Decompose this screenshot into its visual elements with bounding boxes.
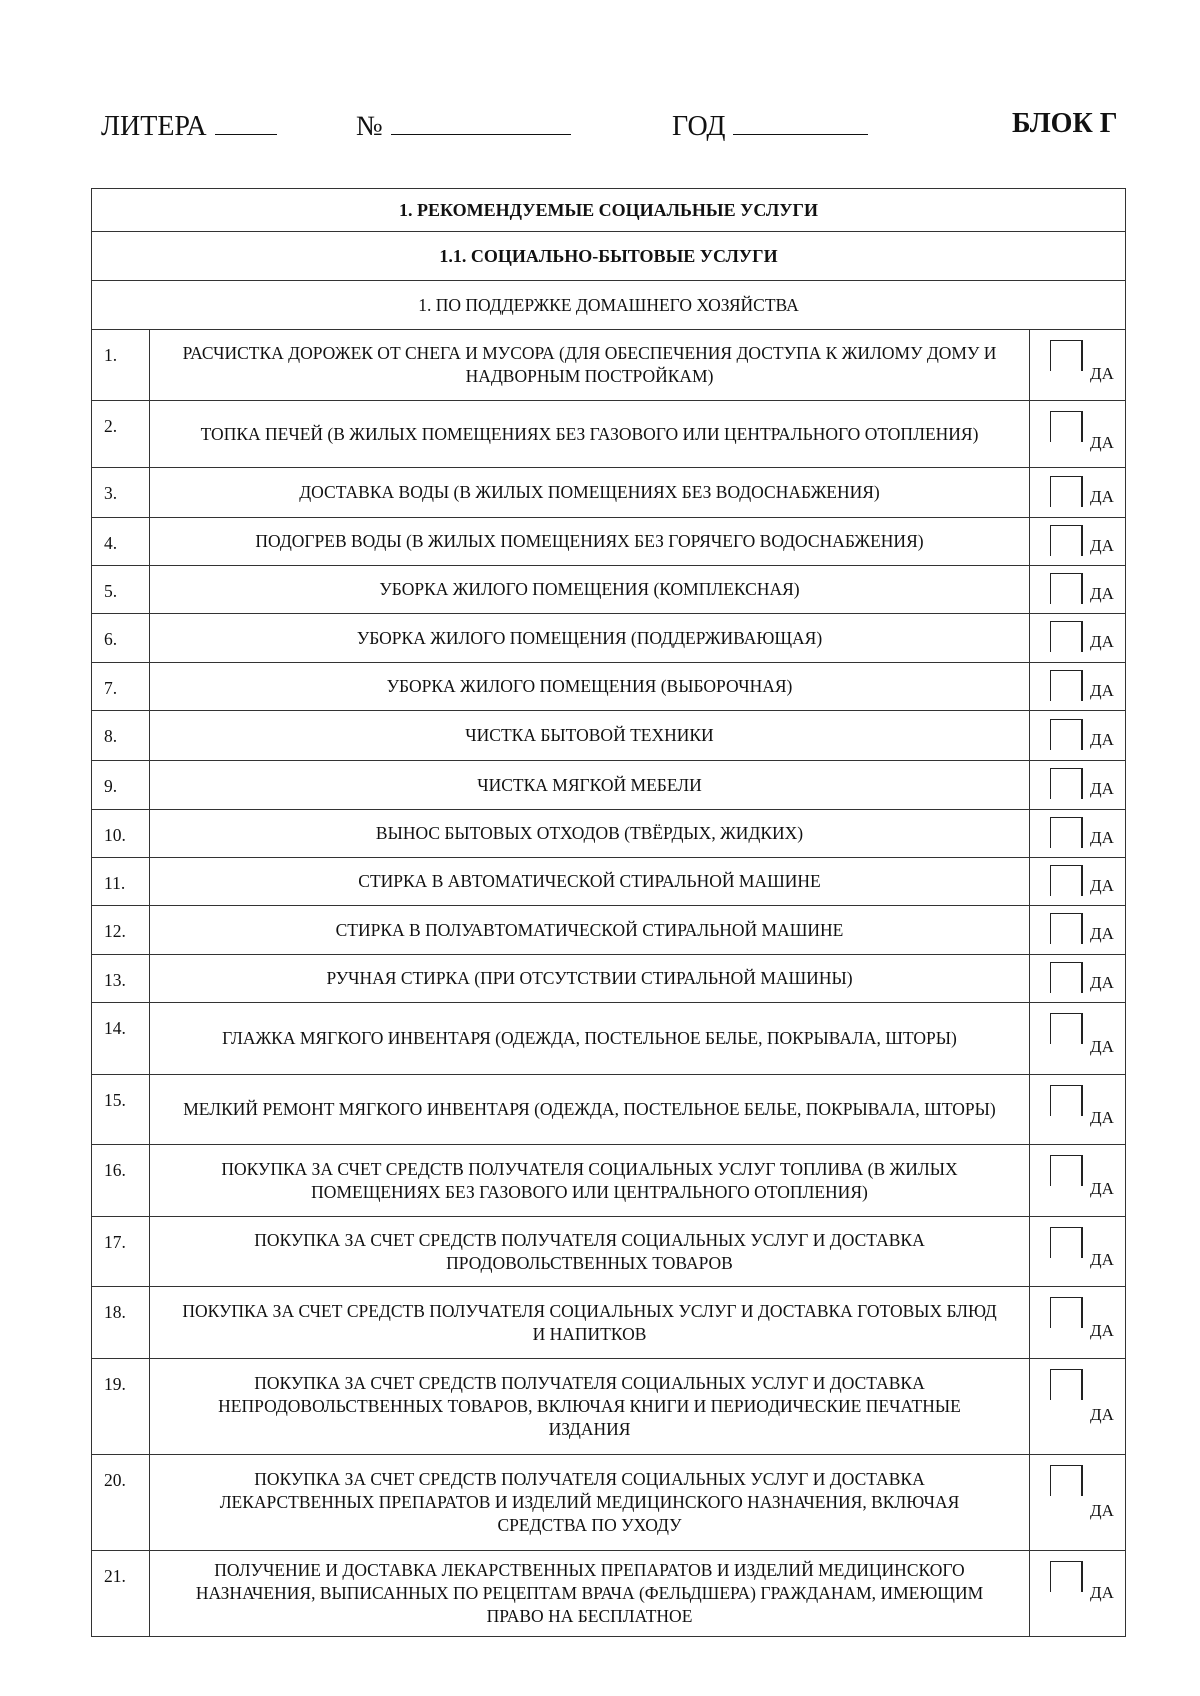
table-row: [92, 955, 1126, 1003]
yes-checkbox[interactable]: [1050, 476, 1083, 507]
yes-checkbox-cell: [1030, 330, 1126, 401]
yes-checkbox[interactable]: [1050, 817, 1083, 848]
row-number: 15.: [92, 1075, 150, 1145]
row-number: 13.: [92, 955, 150, 1003]
yes-label: ДА: [1090, 827, 1114, 847]
row-number: 11.: [92, 858, 150, 906]
yes-label: ДА: [1090, 1501, 1114, 1520]
table-row: [92, 761, 1126, 810]
table-row: [92, 906, 1126, 955]
yes-label: ДА: [1090, 433, 1114, 452]
yes-label: ДА: [1090, 1583, 1114, 1602]
number-field: [356, 108, 571, 143]
yes-checkbox[interactable]: [1050, 913, 1083, 944]
table-row: [92, 1455, 1126, 1551]
service-description: УБОРКА ЖИЛОГО ПОМЕЩЕНИЯ (ПОДДЕРЖИВАЮЩАЯ): [150, 614, 1030, 663]
yes-checkbox[interactable]: [1050, 962, 1083, 993]
table-row: [92, 401, 1126, 468]
yes-label: ДА: [1090, 680, 1114, 700]
yes-checkbox-cell: [1030, 955, 1126, 1003]
services-table: [91, 188, 1126, 1637]
table-row: [92, 614, 1126, 663]
yes-checkbox[interactable]: [1050, 340, 1083, 371]
service-description: ПОДОГРЕВ ВОДЫ (В ЖИЛЫХ ПОМЕЩЕНИЯХ БЕЗ ГОРЯЧЕГО ВОДОСНАБЖЕНИЯ): [150, 518, 1030, 566]
yes-checkbox[interactable]: [1050, 1369, 1083, 1400]
table-row: [92, 663, 1126, 711]
service-description: РАСЧИСТКА ДОРОЖЕК ОТ СНЕГА И МУСОРА (ДЛЯ ОБЕСПЕЧЕНИЯ ДОСТУПА К ЖИЛОМУ ДОМУ И НАДВОРНЫМ ПОСТРОЙКАМ): [150, 330, 1030, 401]
row-number: 7.: [92, 663, 150, 711]
service-description: ПОКУПКА ЗА СЧЕТ СРЕДСТВ ПОЛУЧАТЕЛЯ СОЦИАЛЬНЫХ УСЛУГ ТОПЛИВА (В ЖИЛЫХ ПОМЕЩЕНИЯХ БЕЗ ГАЗОВОГО ИЛИ ЦЕНТРАЛЬНОГО ОТОПЛЕНИЯ): [150, 1145, 1030, 1217]
form-header: [0, 108, 1200, 158]
section-title: 1. РЕКОМЕНДУЕМЫЕ СОЦИАЛЬНЫЕ УСЛУГИ: [92, 189, 1126, 232]
row-number: 12.: [92, 906, 150, 955]
yes-checkbox[interactable]: [1050, 573, 1083, 604]
yes-checkbox[interactable]: [1050, 1155, 1083, 1186]
service-description: ПОКУПКА ЗА СЧЕТ СРЕДСТВ ПОЛУЧАТЕЛЯ СОЦИАЛЬНЫХ УСЛУГ И ДОСТАВКА НЕПРОДОВОЛЬСТВЕННЫХ ТОВАРОВ, ВКЛЮЧАЯ КНИГИ И ПЕРИОДИЧЕСКИЕ ПЕЧАТНЫЕ ИЗДАНИЯ: [150, 1359, 1030, 1455]
yes-checkbox[interactable]: [1050, 1227, 1083, 1258]
service-description: ГЛАЖКА МЯГКОГО ИНВЕНТАРЯ (ОДЕЖДА, ПОСТЕЛЬНОЕ БЕЛЬЕ, ПОКРЫВАЛА, ШТОРЫ): [150, 1003, 1030, 1075]
service-description: ПОКУПКА ЗА СЧЕТ СРЕДСТВ ПОЛУЧАТЕЛЯ СОЦИАЛЬНЫХ УСЛУГ И ДОСТАВКА ПРОДОВОЛЬСТВЕННЫХ ТОВАРОВ: [150, 1217, 1030, 1287]
row-number: 2.: [92, 401, 150, 468]
yes-checkbox[interactable]: [1050, 1465, 1083, 1496]
year-field: [672, 108, 868, 143]
yes-checkbox-cell: [1030, 1075, 1126, 1145]
yes-checkbox-cell: [1030, 1455, 1126, 1551]
litera-blank[interactable]: [215, 108, 277, 135]
yes-checkbox[interactable]: [1050, 768, 1083, 799]
service-description: УБОРКА ЖИЛОГО ПОМЕЩЕНИЯ (ВЫБОРОЧНАЯ): [150, 663, 1030, 711]
row-number: 1.: [92, 330, 150, 401]
yes-label: ДА: [1090, 1250, 1114, 1269]
service-description: ТОПКА ПЕЧЕЙ (В ЖИЛЫХ ПОМЕЩЕНИЯХ БЕЗ ГАЗОВОГО ИЛИ ЦЕНТРАЛЬНОГО ОТОПЛЕНИЯ): [150, 401, 1030, 468]
yes-checkbox[interactable]: [1050, 525, 1083, 556]
yes-checkbox-cell: [1030, 761, 1126, 810]
table-row: [92, 1075, 1126, 1145]
subsection-title: 1.1. СОЦИАЛЬНО-БЫТОВЫЕ УСЛУГИ: [92, 232, 1126, 281]
table-row: [92, 1145, 1126, 1217]
row-number: 3.: [92, 468, 150, 518]
table-row: [92, 858, 1126, 906]
table-row: [92, 1551, 1126, 1637]
yes-label: ДА: [1090, 779, 1114, 798]
row-number: 4.: [92, 518, 150, 566]
yes-checkbox-cell: [1030, 711, 1126, 761]
table-row: [92, 1359, 1126, 1455]
yes-checkbox-cell: [1030, 1217, 1126, 1287]
row-number: 14.: [92, 1003, 150, 1075]
table-row: [92, 810, 1126, 858]
subsection-title-row: [92, 232, 1126, 281]
row-number: 5.: [92, 566, 150, 614]
service-description: ПОЛУЧЕНИЕ И ДОСТАВКА ЛЕКАРСТВЕННЫХ ПРЕПАРАТОВ И ИЗДЕЛИЙ МЕДИЦИНСКОГО НАЗНАЧЕНИЯ, ВЫПИСАННЫХ ПО РЕЦЕПТАМ ВРАЧА (ФЕЛЬДШЕРА) ГРАЖДАНАМ, ИМЕЮЩИМ ПРАВО НА БЕСПЛАТНОЕ: [150, 1551, 1030, 1637]
yes-label: ДА: [1090, 486, 1114, 506]
litera-field: [101, 108, 277, 143]
yes-checkbox-cell: [1030, 468, 1126, 518]
yes-checkbox-cell: [1030, 518, 1126, 566]
table-row: [92, 566, 1126, 614]
service-description: ДОСТАВКА ВОДЫ (В ЖИЛЫХ ПОМЕЩЕНИЯХ БЕЗ ВОДОСНАБЖЕНИЯ): [150, 468, 1030, 518]
table-row: [92, 330, 1126, 401]
section-title-row: [92, 189, 1126, 232]
yes-checkbox[interactable]: [1050, 1561, 1083, 1592]
row-number: 20.: [92, 1455, 150, 1551]
block-label: БЛОК Г: [1012, 108, 1118, 139]
service-description: УБОРКА ЖИЛОГО ПОМЕЩЕНИЯ (КОМПЛЕКСНАЯ): [150, 566, 1030, 614]
yes-checkbox-cell: [1030, 1551, 1126, 1637]
yes-checkbox[interactable]: [1050, 411, 1083, 442]
yes-label: ДА: [1090, 535, 1114, 555]
yes-label: ДА: [1090, 1037, 1114, 1056]
yes-checkbox-cell: [1030, 566, 1126, 614]
yes-checkbox[interactable]: [1050, 1013, 1083, 1044]
table-row: [92, 1003, 1126, 1075]
yes-label: ДА: [1090, 1179, 1114, 1198]
table-row: [92, 518, 1126, 566]
table-row: [92, 468, 1126, 518]
yes-checkbox[interactable]: [1050, 1085, 1083, 1116]
number-blank[interactable]: [391, 108, 571, 135]
yes-label: ДА: [1090, 364, 1114, 383]
yes-checkbox[interactable]: [1050, 621, 1083, 652]
yes-checkbox-cell: [1030, 1359, 1126, 1455]
yes-checkbox-cell: [1030, 906, 1126, 955]
yes-checkbox-cell: [1030, 401, 1126, 468]
yes-label: ДА: [1090, 1108, 1114, 1127]
yes-checkbox-cell: [1030, 858, 1126, 906]
service-description: РУЧНАЯ СТИРКА (ПРИ ОТСУТСТВИИ СТИРАЛЬНОЙ МАШИНЫ): [150, 955, 1030, 1003]
yes-label: ДА: [1090, 632, 1114, 651]
service-description: ПОКУПКА ЗА СЧЕТ СРЕДСТВ ПОЛУЧАТЕЛЯ СОЦИАЛЬНЫХ УСЛУГ И ДОСТАВКА ЛЕКАРСТВЕННЫХ ПРЕПАРАТОВ И ИЗДЕЛИЙ МЕДИЦИНСКОГО НАЗНАЧЕНИЯ, ВКЛЮЧАЯ СРЕДСТВА ПО УХОДУ: [150, 1455, 1030, 1551]
group-title: 1. ПО ПОДДЕРЖКЕ ДОМАШНЕГО ХОЗЯЙСТВА: [92, 281, 1126, 330]
row-number: 8.: [92, 711, 150, 761]
row-number: 19.: [92, 1359, 150, 1455]
yes-label: ДА: [1090, 972, 1114, 992]
yes-label: ДА: [1090, 924, 1114, 943]
yes-label: ДА: [1090, 1405, 1114, 1424]
yes-checkbox[interactable]: [1050, 865, 1083, 896]
group-title-row: [92, 281, 1126, 330]
yes-checkbox-cell: [1030, 1003, 1126, 1075]
table-row: [92, 1287, 1126, 1359]
yes-checkbox-cell: [1030, 1287, 1126, 1359]
service-description: МЕЛКИЙ РЕМОНТ МЯГКОГО ИНВЕНТАРЯ (ОДЕЖДА, ПОСТЕЛЬНОЕ БЕЛЬЕ, ПОКРЫВАЛА, ШТОРЫ): [150, 1075, 1030, 1145]
table-row: [92, 711, 1126, 761]
yes-checkbox[interactable]: [1050, 670, 1083, 701]
year-label: ГОД: [672, 111, 726, 142]
yes-checkbox-cell: [1030, 810, 1126, 858]
service-description: ВЫНОС БЫТОВЫХ ОТХОДОВ (ТВЁРДЫХ, ЖИДКИХ): [150, 810, 1030, 858]
year-blank[interactable]: [733, 108, 868, 135]
yes-label: ДА: [1090, 583, 1114, 603]
litera-label: ЛИТЕРА: [101, 111, 207, 142]
row-number: 10.: [92, 810, 150, 858]
table-row: [92, 1217, 1126, 1287]
row-number: 17.: [92, 1217, 150, 1287]
yes-checkbox-cell: [1030, 614, 1126, 663]
service-description: ПОКУПКА ЗА СЧЕТ СРЕДСТВ ПОЛУЧАТЕЛЯ СОЦИАЛЬНЫХ УСЛУГ И ДОСТАВКА ГОТОВЫХ БЛЮД И НАПИТКОВ: [150, 1287, 1030, 1359]
yes-checkbox[interactable]: [1050, 719, 1083, 750]
row-number: 16.: [92, 1145, 150, 1217]
number-label: №: [356, 111, 383, 142]
row-number: 6.: [92, 614, 150, 663]
service-description: СТИРКА В АВТОМАТИЧЕСКОЙ СТИРАЛЬНОЙ МАШИНЕ: [150, 858, 1030, 906]
service-description: СТИРКА В ПОЛУАВТОМАТИЧЕСКОЙ СТИРАЛЬНОЙ МАШИНЕ: [150, 906, 1030, 955]
row-number: 18.: [92, 1287, 150, 1359]
yes-label: ДА: [1090, 875, 1114, 895]
yes-checkbox[interactable]: [1050, 1297, 1083, 1328]
yes-checkbox-cell: [1030, 1145, 1126, 1217]
row-number: 21.: [92, 1551, 150, 1637]
yes-checkbox-cell: [1030, 663, 1126, 711]
service-description: ЧИСТКА МЯГКОЙ МЕБЕЛИ: [150, 761, 1030, 810]
yes-label: ДА: [1090, 729, 1114, 749]
row-number: 9.: [92, 761, 150, 810]
service-description: ЧИСТКА БЫТОВОЙ ТЕХНИКИ: [150, 711, 1030, 761]
yes-label: ДА: [1090, 1321, 1114, 1340]
